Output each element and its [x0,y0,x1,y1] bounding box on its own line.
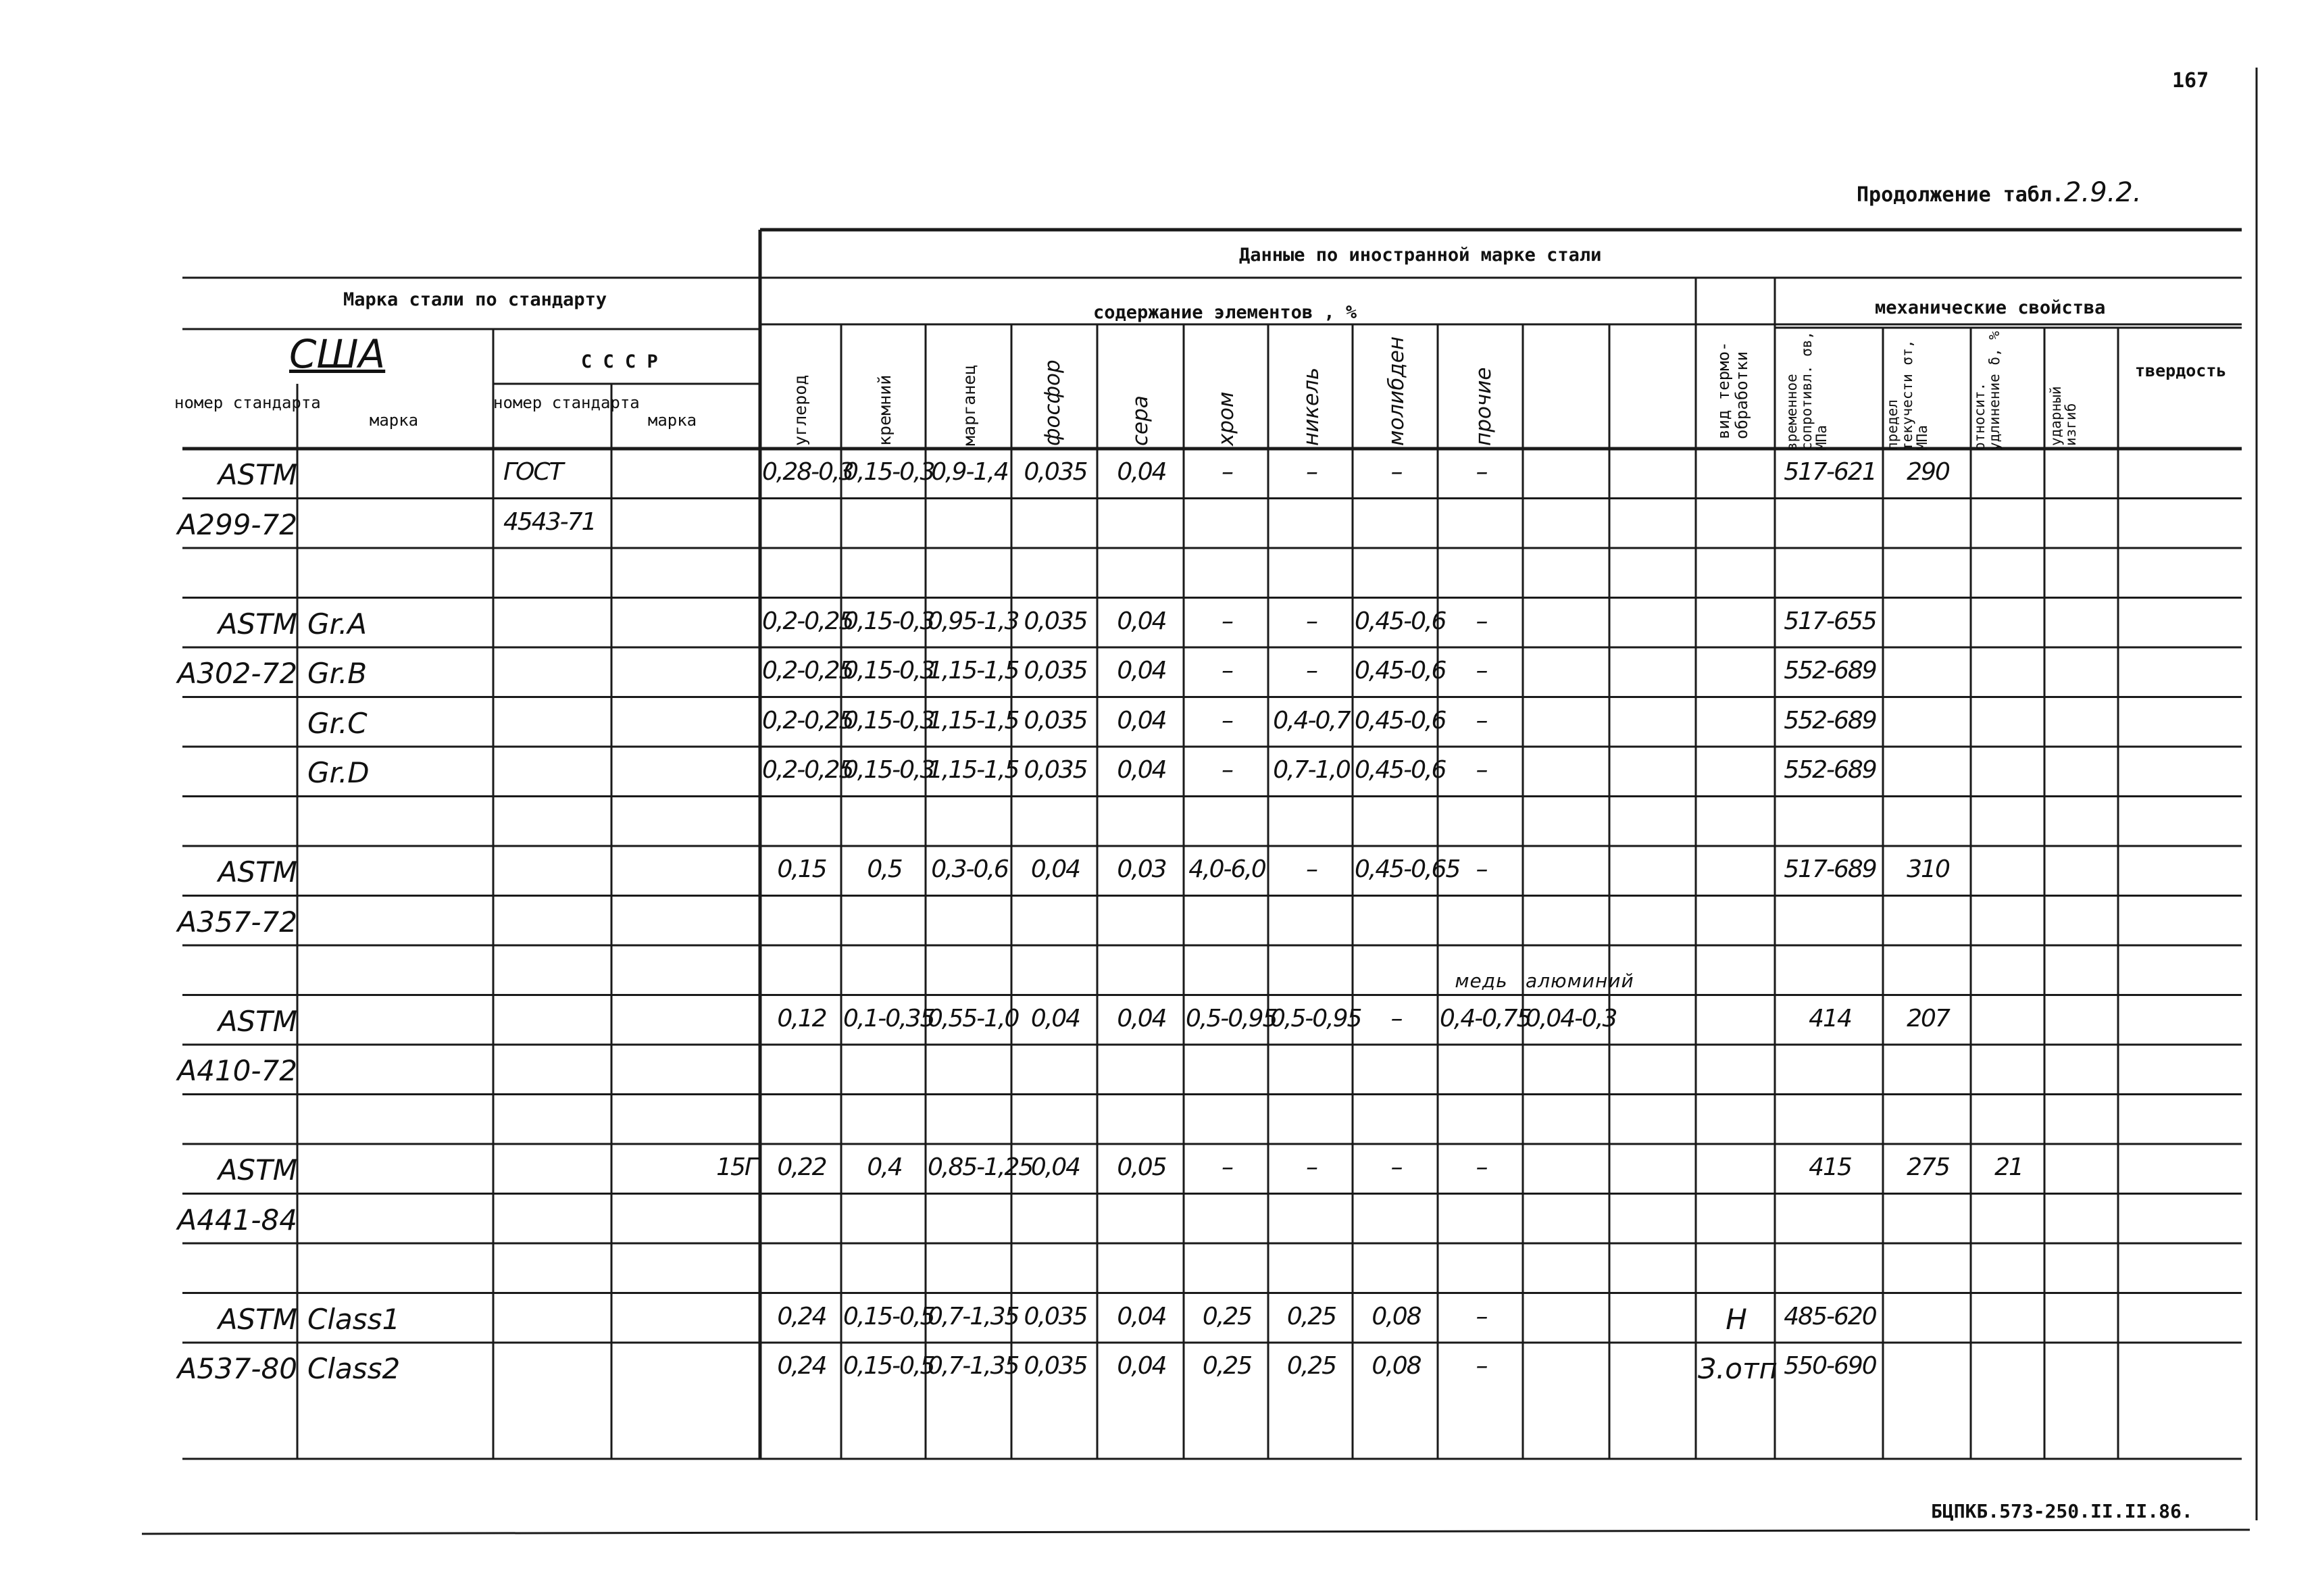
cell-std: ASTM [218,855,297,889]
cell-std: A302-72 [177,657,297,690]
cell-ni: 0,25 [1286,1302,1336,1330]
heat-treatment-header: вид термо- обработки [1714,341,1751,439]
cell-p: 0,035 [1024,607,1087,635]
cell-grade: Gr.D [307,756,370,789]
ussr-header: С С С Р [581,351,658,372]
ussr-grade-header: марка [647,411,697,430]
cell-cr: 0,25 [1202,1302,1252,1330]
cell-other1: – [1476,1153,1487,1181]
element-header-nickel: никель [1299,367,1324,446]
cell-ni: 0,5-0,95 [1270,1004,1361,1032]
cell-p: 0,035 [1024,756,1087,784]
cell-s: 0,04 [1117,706,1166,734]
cell-c: 0,22 [777,1153,826,1181]
cell-ni: – [1306,657,1317,684]
cell-grade: Class1 [307,1302,401,1336]
cell-cr: – [1222,607,1232,635]
cell-grade: Gr.A [307,607,368,641]
cell-other1: – [1476,458,1487,486]
cell-s: 0,04 [1117,1302,1166,1330]
table-continuation-label [1857,177,2142,208]
cell-c: 0,2-0,25 [762,607,853,635]
element-header-phosphorus: фосфор [1040,359,1065,446]
cell-mn: 0,9-1,4 [931,458,1008,486]
cell-p: 0,035 [1024,706,1087,734]
cell-si: 0,1-0,35 [843,1004,934,1032]
cell-p: 0,035 [1024,458,1087,486]
cell-c: 0,2-0,25 [762,706,853,734]
element-header-molybdenum: молибден [1384,336,1409,446]
cell-c: 0,24 [777,1352,826,1380]
cell-gost_grade: 15Г [716,1153,757,1181]
continuation-prefix: Продолжение табл. [1857,183,2065,207]
cell-other1: 0,4-0,75 [1440,1004,1531,1032]
cell-ni: – [1306,855,1317,883]
cell-std: A299-72 [177,507,297,541]
cell-si: 0,5 [867,855,902,883]
cell-other1: – [1476,756,1487,784]
cell-cr: 4,0-6,0 [1188,855,1265,883]
cell-si: 0,15-0,5 [843,1302,934,1330]
cell-p: 0,04 [1030,1004,1080,1032]
cell-yield: 275 [1907,1153,1949,1181]
cell-si: 0,15-0,3 [843,756,934,784]
cell-si: 0,15-0,3 [843,607,934,635]
cell-grade: Class2 [307,1352,401,1385]
cell-tensile: 550-690 [1784,1352,1876,1380]
mech-header-tensile: временное сопротивл. σв, МПа [1784,330,1830,451]
cell-std: A357-72 [177,905,297,939]
cell-cr: – [1222,756,1232,784]
page-number: 167 [2172,69,2209,93]
cell-std: ASTM [218,1302,297,1336]
cell-cr: – [1222,657,1232,684]
cell-ni: 0,4-0,7 [1273,706,1350,734]
cell-std: ASTM [218,458,297,491]
continuation-number: 2.9.2. [2064,177,2142,208]
cell-std: A410-72 [177,1054,297,1087]
mech-header-elongation: относит. удлинение δ, % [1971,330,2003,451]
cell-gost: ГОСТ [503,458,563,486]
cell-p: 0,035 [1024,1302,1087,1330]
cell-other1: – [1476,1302,1487,1330]
cell-tensile: 414 [1809,1004,1851,1032]
cell-s: 0,04 [1117,657,1166,684]
cell-cr: – [1222,1153,1232,1181]
cell-mo: 0,08 [1372,1352,1421,1380]
cell-si: 0,4 [867,1153,902,1181]
cell-other1: – [1476,1352,1487,1380]
cell-other2: алюминий [1526,970,1634,992]
cell-std: ASTM [218,607,297,641]
cell-tensile: 517-689 [1784,855,1876,883]
cell-tensile: 517-655 [1784,607,1876,635]
cell-mo: – [1390,1153,1402,1181]
cell-p: 0,035 [1024,1352,1087,1380]
element-header-other: прочие [1472,367,1496,446]
cell-p: 0,04 [1030,855,1080,883]
cell-mn: 0,55-1,0 [928,1004,1019,1032]
mech-header-yield: предел текучести σт, МПа [1884,339,1930,451]
cell-ni: – [1306,458,1317,486]
usa-grade-header: марка [369,411,419,430]
cell-s: 0,04 [1117,1352,1166,1380]
element-header-manganese: марганец [959,364,979,446]
cell-c: 0,2-0,25 [762,657,853,684]
cell-s: 0,04 [1117,458,1166,486]
cell-std: ASTM [218,1004,297,1038]
cell-si: 0,15-0,3 [843,657,934,684]
cell-c: 0,15 [777,855,826,883]
cell-mn: 0,7-1,35 [928,1352,1019,1380]
cell-tensile: 552-689 [1784,657,1876,684]
cell-s: 0,04 [1117,1004,1166,1032]
cell-si: 0,15-0,3 [843,706,934,734]
cell-heat: З.отп [1698,1352,1778,1385]
cell-other1: – [1476,607,1487,635]
cell-mn: 0,85-1,25 [928,1153,1033,1181]
usa-header: США [289,331,386,377]
hardness-header: твердость [2135,361,2227,380]
cell-p: 0,04 [1030,1153,1080,1181]
cell-other2: 0,04-0,3 [1526,1004,1617,1032]
cell-tensile: 485-620 [1784,1302,1876,1330]
cell-s: 0,03 [1117,855,1166,883]
cell-tensile: 517-621 [1784,458,1876,486]
cell-cr: – [1222,706,1232,734]
element-header-silicon: кремний [875,374,895,446]
cell-mo: 0,45-0,6 [1355,607,1446,635]
cell-other1: медь [1455,970,1508,992]
cell-c: 0,12 [777,1004,826,1032]
cell-other1: – [1476,855,1487,883]
foreign-data-header: Данные по иностранной марке стали [1239,245,1602,266]
cell-other1: – [1476,706,1487,734]
cell-cr: 0,25 [1202,1352,1252,1380]
cell-s: 0,04 [1117,756,1166,784]
cell-grade: Gr.C [307,706,368,740]
cell-si: 0,15-0,5 [843,1352,934,1380]
cell-c: 0,28-0,3 [762,458,853,486]
cell-tensile: 552-689 [1784,706,1876,734]
cell-std: ASTM [218,1153,297,1187]
cell-yield: 310 [1907,855,1949,883]
cell-gost: 4543-71 [503,507,596,536]
mechanical-properties-header: механические свойства [1875,297,2106,318]
cell-mo: 0,45-0,65 [1355,855,1460,883]
cell-mo: – [1390,1004,1402,1032]
cell-c: 0,24 [777,1302,826,1330]
cell-p: 0,035 [1024,657,1087,684]
cell-mo: 0,45-0,6 [1355,657,1446,684]
cell-c: 0,2-0,25 [762,756,853,784]
ussr-standard-number-header: номер стандарта [493,393,640,412]
cell-si: 0,15-0,3 [843,458,934,486]
cell-cr: – [1222,458,1232,486]
mech-header-impact: ударный изгиб [2048,386,2079,446]
element-header-carbon: углерод [790,374,810,446]
cell-std: A441-84 [177,1203,297,1237]
cell-mn: 1,15-1,5 [928,756,1019,784]
cell-mo: 0,45-0,6 [1355,756,1446,784]
cell-ni: – [1306,607,1317,635]
cell-mn: 1,15-1,5 [928,706,1019,734]
steel-grade-header: Марка стали по стандарту [343,289,607,310]
cell-mn: 0,95-1,3 [928,607,1019,635]
cell-ni: 0,7-1,0 [1273,756,1350,784]
cell-mo: 0,45-0,6 [1355,706,1446,734]
cell-ni: – [1306,1153,1317,1181]
cell-mn: 1,15-1,5 [928,657,1019,684]
cell-grade: Gr.B [307,657,368,690]
cell-elong: 21 [1994,1153,2023,1181]
cell-mo: – [1390,458,1402,486]
cell-mn: 0,7-1,35 [928,1302,1019,1330]
cell-yield: 207 [1907,1004,1949,1032]
element-header-chromium: хром [1214,391,1238,446]
cell-tensile: 552-689 [1784,756,1876,784]
cell-cr: 0,5-0,95 [1186,1004,1277,1032]
element-header-sulfur: сера [1128,395,1153,446]
cell-mn: 0,3-0,6 [931,855,1008,883]
usa-standard-number-header: номер стандарта [174,393,321,412]
cell-yield: 290 [1907,458,1949,486]
cell-std: A537-80 [177,1352,297,1385]
grid-line [142,1530,2250,1534]
cell-ni: 0,25 [1286,1352,1336,1380]
cell-mo: 0,08 [1372,1302,1421,1330]
document-code: БЦПКБ.573-250.II.II.86. [1931,1500,2193,1522]
cell-heat: Н [1726,1302,1747,1336]
cell-s: 0,04 [1117,607,1166,635]
cell-s: 0,05 [1117,1153,1166,1181]
cell-other1: – [1476,657,1487,684]
elements-content-header: содержание элементов , % [1093,302,1357,323]
cell-tensile: 415 [1809,1153,1851,1181]
